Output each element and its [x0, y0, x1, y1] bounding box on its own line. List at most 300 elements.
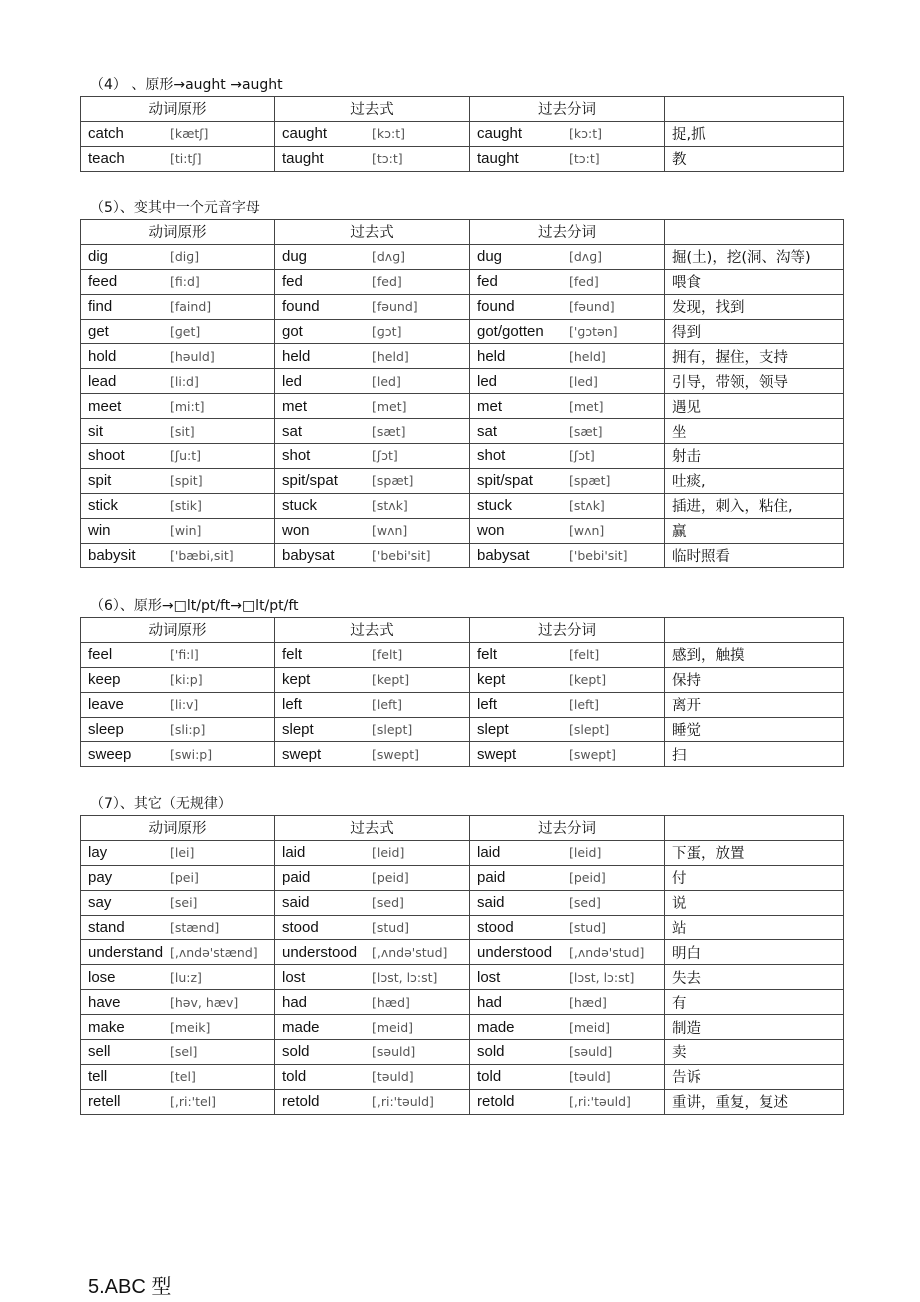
base-cell [81, 419, 275, 444]
pp-phonetic: ['bebi'sit] [569, 548, 628, 564]
base-cell [81, 742, 275, 767]
past-word: got [282, 323, 303, 340]
past-cell [275, 890, 470, 915]
pp-word: babysat [477, 547, 530, 565]
past-phonetic: [felt] [372, 647, 403, 663]
base-phonetic: [faind] [170, 299, 212, 315]
past-word: stood [282, 919, 319, 936]
base-word: hold [88, 347, 117, 365]
past-phonetic: [fəund] [372, 299, 418, 315]
pp-cell [470, 1040, 665, 1065]
base-cell [81, 319, 275, 344]
base-cell [81, 294, 275, 319]
base-word: keep [88, 671, 121, 689]
base-word: teach [88, 150, 125, 168]
past-phonetic: [ʃɔt] [372, 448, 398, 464]
past-word: laid [282, 844, 306, 862]
past-cell [275, 319, 470, 344]
header-past-participle: 过去分词 [470, 220, 665, 245]
pp-cell [470, 543, 665, 568]
past-word: swept [282, 745, 322, 763]
verb-table [80, 219, 844, 568]
base-word: babysit [88, 547, 136, 565]
section-title: （6）、原形→□lt/pt/ft→□lt/pt/ft [90, 598, 299, 614]
past-word: fed [282, 273, 303, 291]
table-row [81, 468, 844, 493]
table-row [81, 1015, 844, 1040]
header-row [81, 220, 844, 245]
pp-word: made [477, 1018, 515, 1036]
base-cell [81, 1015, 275, 1040]
table-row [81, 1089, 844, 1114]
meaning-cell: 说 [665, 890, 844, 915]
meaning-cell: 掘(土)，挖(洞、沟等) [665, 244, 844, 269]
pp-cell [470, 742, 665, 767]
header-row [81, 97, 844, 122]
past-cell [275, 468, 470, 493]
past-word: told [282, 1068, 307, 1086]
base-phonetic: [kætʃ] [170, 126, 209, 142]
past-cell [275, 269, 470, 294]
pp-cell [470, 244, 665, 269]
past-word: met [282, 397, 308, 415]
pp-cell [470, 444, 665, 469]
past-phonetic: [sed] [372, 895, 404, 911]
base-phonetic: [sit] [170, 423, 195, 439]
base-phonetic: [mi:t] [170, 398, 205, 414]
base-word: say [88, 894, 112, 912]
past-cell [275, 965, 470, 990]
pp-phonetic: [met] [569, 398, 604, 414]
past-cell [275, 692, 470, 717]
table-row [81, 294, 844, 319]
header-base: 动词原形 [81, 97, 275, 122]
pp-phonetic: [sæt] [569, 423, 603, 439]
base-word: tell [88, 1068, 108, 1086]
base-cell [81, 444, 275, 469]
pp-phonetic: ['ɡɔtən] [569, 324, 618, 339]
table-row [81, 493, 844, 518]
pp-cell [470, 692, 665, 717]
pp-phonetic: [səuld] [569, 1044, 613, 1060]
pp-word: told [477, 1068, 502, 1086]
table-row [81, 518, 844, 543]
table-row [81, 865, 844, 890]
pp-phonetic: [felt] [569, 647, 600, 663]
pp-word: swept [477, 745, 517, 763]
base-word: lead [88, 372, 117, 390]
meaning-cell: 引导，带领，领导 [665, 369, 844, 394]
past-phonetic: [led] [372, 373, 401, 389]
pp-cell [470, 121, 665, 146]
past-phonetic: [leid] [372, 845, 405, 861]
pp-phonetic: [dʌɡ] [569, 249, 603, 265]
header-past-participle: 过去分词 [470, 816, 665, 841]
header-base: 动词原形 [81, 220, 275, 245]
footer-heading: 5.ABC 型 [88, 1276, 172, 1298]
base-phonetic: [ti:tʃ] [170, 151, 202, 167]
table-row [81, 319, 844, 344]
pp-phonetic: [,ʌndə'stud] [569, 944, 645, 960]
past-phonetic: [lɔst, lɔ:st] [372, 969, 438, 985]
base-phonetic: [meik] [170, 1019, 211, 1035]
past-word: found [282, 298, 320, 316]
base-cell [81, 244, 275, 269]
table-row [81, 1064, 844, 1089]
header-meaning [665, 97, 844, 122]
base-phonetic: [lu:z] [170, 969, 202, 985]
pp-cell [470, 518, 665, 543]
section-6 [80, 595, 843, 767]
base-phonetic: [fi:d] [170, 274, 200, 290]
pp-cell [470, 915, 665, 940]
base-phonetic: [sli:p] [170, 722, 206, 737]
pp-cell [470, 840, 665, 865]
past-phonetic: [kept] [372, 672, 410, 688]
pp-word: stood [477, 919, 514, 936]
pp-word: sold [477, 1043, 505, 1061]
header-past-participle: 过去分词 [470, 97, 665, 122]
base-phonetic: [pei] [170, 870, 199, 886]
past-cell [275, 1064, 470, 1089]
table-row [81, 244, 844, 269]
pp-word: left [477, 696, 498, 714]
past-cell [275, 493, 470, 518]
pp-word: shot [477, 447, 506, 465]
past-phonetic: [left] [372, 697, 402, 713]
past-phonetic: [dʌɡ] [372, 249, 406, 265]
past-cell [275, 915, 470, 940]
past-phonetic: [sæt] [372, 423, 406, 439]
base-word: feel [88, 646, 113, 664]
base-word: sit [88, 422, 103, 440]
past-cell [275, 419, 470, 444]
pp-word: retold [477, 1093, 515, 1111]
base-cell [81, 1040, 275, 1065]
past-phonetic: [hæd] [372, 994, 410, 1010]
base-cell [81, 717, 275, 742]
base-word: catch [88, 125, 124, 143]
pp-word: fed [477, 273, 498, 291]
past-word: caught [282, 125, 328, 143]
past-word: babysat [282, 547, 335, 565]
table-row [81, 742, 844, 767]
pp-word: met [477, 397, 503, 415]
past-cell [275, 146, 470, 171]
past-phonetic: [peid] [372, 870, 409, 886]
table-row [81, 890, 844, 915]
meaning-cell: 失去 [665, 965, 844, 990]
base-cell [81, 915, 275, 940]
base-cell [81, 692, 275, 717]
pp-phonetic: [meid] [569, 1019, 611, 1035]
base-phonetic: [,ri:'tel] [170, 1094, 217, 1110]
past-phonetic: [meid] [372, 1019, 414, 1035]
base-cell [81, 369, 275, 394]
past-word: slept [282, 721, 314, 738]
pp-word: led [477, 372, 498, 390]
table-row [81, 419, 844, 444]
base-cell [81, 940, 275, 965]
pp-phonetic: [təuld] [569, 1069, 611, 1085]
past-word: retold [282, 1093, 320, 1111]
past-phonetic: [,ʌndə'stud] [372, 944, 448, 960]
base-word: get [88, 323, 109, 340]
section-title: （7）、其它（无规律） [90, 796, 232, 812]
pp-phonetic: [slept] [569, 722, 610, 737]
meaning-cell: 临时照看 [665, 543, 844, 568]
pp-cell [470, 493, 665, 518]
past-cell [275, 121, 470, 146]
pp-cell [470, 890, 665, 915]
pp-phonetic: [hæd] [569, 994, 607, 1010]
pp-cell [470, 468, 665, 493]
pp-phonetic: [kɔ:t] [569, 126, 602, 142]
past-phonetic: [swept] [372, 746, 420, 762]
pp-word: felt [477, 646, 498, 664]
meaning-cell: 插进，刺入，粘住, [665, 493, 844, 518]
base-phonetic: [sei] [170, 895, 198, 911]
base-phonetic: [stik] [170, 498, 202, 514]
base-word: lose [88, 968, 116, 986]
table-row [81, 121, 844, 146]
past-word: had [282, 993, 308, 1011]
table-row [81, 692, 844, 717]
past-word: held [282, 347, 311, 365]
pp-cell [470, 294, 665, 319]
past-cell [275, 717, 470, 742]
meaning-cell: 卖 [665, 1040, 844, 1065]
past-cell [275, 1015, 470, 1040]
pp-phonetic: [kept] [569, 672, 607, 688]
header-past: 过去式 [275, 97, 470, 122]
base-cell [81, 990, 275, 1015]
base-cell [81, 543, 275, 568]
pp-phonetic: [left] [569, 697, 599, 713]
past-word: left [282, 696, 303, 714]
base-word: have [88, 993, 121, 1011]
section-4 [80, 74, 843, 172]
meaning-cell: 离开 [665, 692, 844, 717]
meaning-cell: 站 [665, 915, 844, 940]
base-word: shoot [88, 447, 125, 465]
past-cell [275, 394, 470, 419]
past-cell [275, 244, 470, 269]
past-phonetic: [wʌn] [372, 523, 408, 539]
pp-word: kept [477, 671, 506, 689]
pp-phonetic: [tɔ:t] [569, 151, 600, 167]
base-cell [81, 642, 275, 667]
pp-word: caught [477, 125, 523, 143]
meaning-cell: 发现，找到 [665, 294, 844, 319]
pp-word: held [477, 347, 506, 365]
table-row [81, 1040, 844, 1065]
base-word: make [88, 1018, 125, 1036]
base-word: feed [88, 273, 118, 291]
meaning-cell: 付 [665, 865, 844, 890]
base-cell [81, 394, 275, 419]
meaning-cell: 告诉 [665, 1064, 844, 1089]
base-cell [81, 344, 275, 369]
past-word: understood [282, 943, 358, 961]
table-row [81, 840, 844, 865]
base-word: stick [88, 497, 118, 515]
verb-table [80, 815, 844, 1115]
table-row [81, 990, 844, 1015]
base-phonetic: [ki:p] [170, 672, 203, 688]
pp-word: slept [477, 721, 509, 738]
meaning-cell: 吐痰, [665, 468, 844, 493]
past-word: led [282, 372, 303, 390]
past-word: lost [282, 968, 306, 986]
table-row [81, 394, 844, 419]
meaning-cell: 坐 [665, 419, 844, 444]
meaning-cell: 有 [665, 990, 844, 1015]
meaning-cell: 喂食 [665, 269, 844, 294]
past-cell [275, 642, 470, 667]
pp-word: stuck [477, 497, 513, 515]
past-phonetic: [spæt] [372, 473, 414, 489]
base-word: dig [88, 248, 109, 266]
base-phonetic: [sel] [170, 1044, 198, 1060]
pp-phonetic: [fed] [569, 274, 599, 290]
past-cell [275, 543, 470, 568]
base-phonetic: [həv, hæv] [170, 994, 239, 1010]
meaning-cell: 得到 [665, 319, 844, 344]
past-cell [275, 344, 470, 369]
base-phonetic: [stænd] [170, 920, 220, 935]
header-past-participle: 过去分词 [470, 618, 665, 643]
meaning-cell: 制造 [665, 1015, 844, 1040]
pp-cell [470, 667, 665, 692]
pp-word: laid [477, 844, 501, 862]
section-title: （5）、变其中一个元音字母 [90, 200, 260, 216]
past-phonetic: ['bebi'sit] [372, 548, 431, 564]
past-phonetic: [slept] [372, 722, 413, 737]
pp-phonetic: [swept] [569, 746, 617, 762]
base-word: sweep [88, 745, 132, 763]
verb-table [80, 96, 844, 172]
past-phonetic: [stʌk] [372, 498, 408, 514]
past-word: won [282, 522, 310, 540]
header-meaning [665, 816, 844, 841]
table-row [81, 444, 844, 469]
base-phonetic: [həuld] [170, 348, 215, 364]
pp-cell [470, 269, 665, 294]
past-phonetic: [met] [372, 398, 407, 414]
pp-phonetic: [stʌk] [569, 498, 605, 514]
pp-cell [470, 369, 665, 394]
pp-word: sat [477, 422, 498, 440]
pp-word: dug [477, 248, 503, 266]
pp-phonetic: [wʌn] [569, 523, 605, 539]
meaning-cell: 赢 [665, 518, 844, 543]
past-phonetic: [tɔ:t] [372, 151, 403, 167]
base-word: stand [88, 919, 125, 936]
base-cell [81, 121, 275, 146]
base-word: pay [88, 869, 113, 887]
meaning-cell: 捉,抓 [665, 121, 844, 146]
table-row [81, 146, 844, 171]
table-row [81, 344, 844, 369]
past-word: sold [282, 1043, 310, 1061]
pp-word: had [477, 993, 503, 1011]
base-phonetic: [diɡ] [170, 249, 200, 265]
past-word: spit/spat [282, 472, 338, 490]
table-row [81, 369, 844, 394]
base-word: find [88, 298, 113, 316]
header-row [81, 816, 844, 841]
base-cell [81, 468, 275, 493]
table-row [81, 642, 844, 667]
header-base: 动词原形 [81, 816, 275, 841]
base-cell [81, 518, 275, 543]
pp-phonetic: [lɔst, lɔ:st] [569, 969, 635, 985]
pp-phonetic: [led] [569, 373, 598, 389]
verb-table [80, 617, 844, 767]
base-word: sleep [88, 721, 124, 738]
pp-cell [470, 146, 665, 171]
base-word: lay [88, 844, 108, 862]
meaning-cell: 拥有，握住，支持 [665, 344, 844, 369]
past-word: kept [282, 671, 311, 689]
past-cell [275, 1089, 470, 1114]
base-phonetic: [li:d] [170, 373, 199, 389]
pp-word: lost [477, 968, 501, 986]
section-5 [80, 197, 843, 568]
base-phonetic: ['fi:l] [170, 647, 199, 663]
past-cell [275, 444, 470, 469]
past-word: stuck [282, 497, 318, 515]
header-meaning [665, 220, 844, 245]
past-cell [275, 369, 470, 394]
past-cell [275, 940, 470, 965]
base-cell [81, 890, 275, 915]
meaning-cell: 下蛋，放置 [665, 840, 844, 865]
base-phonetic: [lei] [170, 845, 195, 861]
base-cell [81, 667, 275, 692]
base-phonetic: [,ʌndə'stænd] [170, 944, 258, 960]
header-past: 过去式 [275, 816, 470, 841]
section-7 [80, 793, 843, 1115]
pp-cell [470, 965, 665, 990]
base-word: meet [88, 397, 122, 415]
pp-cell [470, 642, 665, 667]
pp-phonetic: [fəund] [569, 299, 615, 315]
meaning-cell: 遇见 [665, 394, 844, 419]
base-word: understand [88, 943, 164, 961]
base-phonetic: ['bæbi,sit] [170, 548, 234, 564]
table-row [81, 667, 844, 692]
base-cell [81, 146, 275, 171]
base-word: win [88, 522, 111, 540]
past-phonetic: [kɔ:t] [372, 126, 405, 142]
base-cell [81, 493, 275, 518]
meaning-cell: 保持 [665, 667, 844, 692]
pp-cell [470, 1064, 665, 1089]
pp-phonetic: [held] [569, 348, 606, 364]
base-phonetic: [ʃu:t] [170, 448, 201, 464]
header-past: 过去式 [275, 618, 470, 643]
pp-phonetic: [leid] [569, 845, 602, 861]
past-word: sat [282, 422, 303, 440]
past-phonetic: [held] [372, 348, 409, 364]
base-phonetic: [li:v] [170, 697, 199, 713]
pp-word: taught [477, 150, 519, 168]
base-cell [81, 269, 275, 294]
base-word: spit [88, 472, 112, 490]
past-cell [275, 1040, 470, 1065]
